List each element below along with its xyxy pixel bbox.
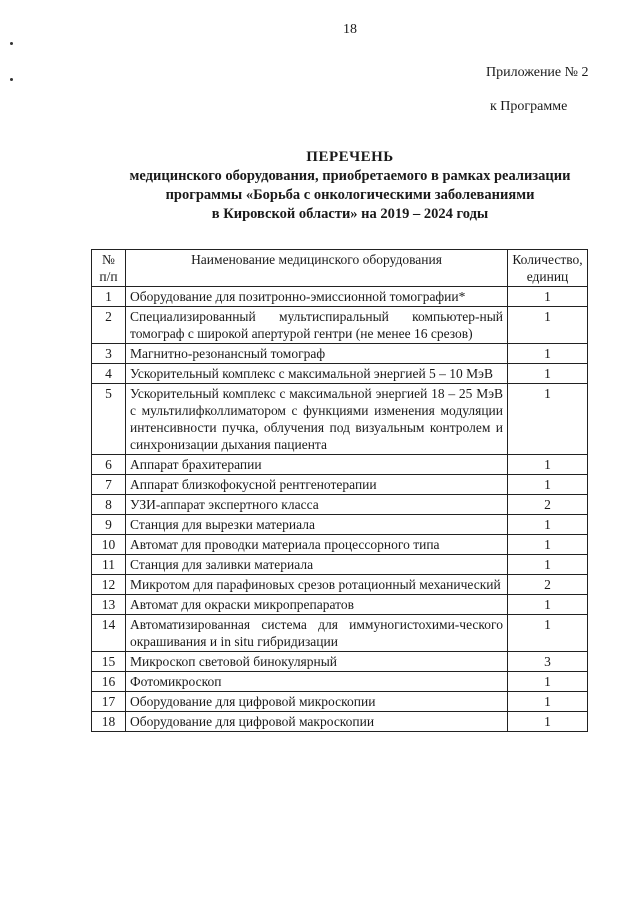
equipment-quantity: 2 <box>508 495 588 515</box>
equipment-name: Автомат для окраски микропрепаратов <box>126 595 508 615</box>
page-number: 18 <box>343 22 357 37</box>
title-line-1: медицинского оборудования, приобретаемого в рамках реализации <box>129 168 571 184</box>
table-row <box>92 384 588 455</box>
table-row <box>92 615 588 652</box>
row-number: 11 <box>92 555 126 575</box>
row-number: 2 <box>92 307 126 344</box>
table-row <box>92 364 588 384</box>
row-number: 14 <box>92 615 126 652</box>
equipment-name: Микроскоп световой бинокулярный <box>126 652 508 672</box>
row-number: 5 <box>92 384 126 455</box>
equipment-quantity: 1 <box>508 595 588 615</box>
row-number: 12 <box>92 575 126 595</box>
header-quantity: Количество, единиц <box>508 250 588 287</box>
row-number: 15 <box>92 652 126 672</box>
table-header-row <box>92 250 588 287</box>
row-number: 13 <box>92 595 126 615</box>
table-row <box>92 535 588 555</box>
appendix-note <box>486 56 589 124</box>
equipment-quantity: 1 <box>508 344 588 364</box>
equipment-name: Аппарат близкофокусной рентгенотерапии <box>126 475 508 495</box>
equipment-quantity: 1 <box>508 455 588 475</box>
row-number: 8 <box>92 495 126 515</box>
equipment-quantity: 1 <box>508 692 588 712</box>
table-row <box>92 475 588 495</box>
equipment-name: Оборудование для позитронно-эмиссионной томографии* <box>126 287 508 307</box>
row-number: 7 <box>92 475 126 495</box>
row-number: 18 <box>92 712 126 732</box>
equipment-quantity: 3 <box>508 652 588 672</box>
equipment-quantity: 1 <box>508 384 588 455</box>
equipment-name: Магнитно-резонансный томограф <box>126 344 508 364</box>
table-row <box>92 712 588 732</box>
equipment-name: Ускорительный комплекс с максимальной энергией 5 – 10 МэВ <box>126 364 508 384</box>
header-equipment-name: Наименование медицинского оборудования <box>126 250 508 287</box>
document-title <box>90 148 610 224</box>
title-line-3: в Кировской области» на 2019 – 2024 годы <box>211 206 489 222</box>
equipment-name: Станция для вырезки материала <box>126 515 508 535</box>
scan-mark <box>10 78 13 81</box>
table-row <box>92 595 588 615</box>
equipment-name: Ускорительный комплекс с максимальной энергией 18 – 25 МэВ с мультилифколлиматором с функциями изменения модуляции интенсивности пучка, облучения под визуальным контролем и синхронизации дыхания пациента <box>126 384 508 455</box>
equipment-name: Аппарат брахитерапии <box>126 455 508 475</box>
scan-mark <box>10 42 13 45</box>
equipment-name: УЗИ-аппарат экспертного класса <box>126 495 508 515</box>
equipment-name: Автоматизированная система для иммуногистохими-ческого окрашивания и in situ гибридизации <box>126 615 508 652</box>
equipment-quantity: 1 <box>508 364 588 384</box>
table-row <box>92 344 588 364</box>
appendix-line-2: к Программе <box>490 99 568 114</box>
equipment-name: Фотомикроскоп <box>126 672 508 692</box>
equipment-quantity: 1 <box>508 535 588 555</box>
table-row <box>92 555 588 575</box>
row-number: 3 <box>92 344 126 364</box>
table-row <box>92 515 588 535</box>
row-number: 1 <box>92 287 126 307</box>
equipment-quantity: 1 <box>508 287 588 307</box>
table-row <box>92 455 588 475</box>
equipment-quantity: 1 <box>508 712 588 732</box>
equipment-name: Станция для заливки материала <box>126 555 508 575</box>
title-heading: ПЕРЕЧЕНЬ <box>306 149 394 165</box>
row-number: 10 <box>92 535 126 555</box>
row-number: 6 <box>92 455 126 475</box>
equipment-name: Микротом для парафиновых срезов ротационный механический <box>126 575 508 595</box>
table-row <box>92 495 588 515</box>
equipment-quantity: 1 <box>508 475 588 495</box>
equipment-name: Оборудование для цифровой микроскопии <box>126 692 508 712</box>
table-row <box>92 575 588 595</box>
table-row <box>92 652 588 672</box>
row-number: 16 <box>92 672 126 692</box>
equipment-quantity: 1 <box>508 515 588 535</box>
row-number: 17 <box>92 692 126 712</box>
row-number: 4 <box>92 364 126 384</box>
equipment-quantity: 1 <box>508 672 588 692</box>
equipment-quantity: 1 <box>508 307 588 344</box>
table-row <box>92 307 588 344</box>
title-line-2: программы «Борьба с онкологическими заболеваниями <box>165 187 535 203</box>
equipment-name: Автомат для проводки материала процессорного типа <box>126 535 508 555</box>
row-number: 9 <box>92 515 126 535</box>
table-row <box>92 287 588 307</box>
table-row <box>92 672 588 692</box>
equipment-quantity: 1 <box>508 555 588 575</box>
appendix-line-1: Приложение № 2 <box>486 65 589 80</box>
equipment-quantity: 1 <box>508 615 588 652</box>
table-row <box>92 692 588 712</box>
equipment-table <box>91 249 588 732</box>
equipment-name: Оборудование для цифровой макроскопии <box>126 712 508 732</box>
header-number: № п/п <box>92 250 126 287</box>
equipment-name: Специализированный мультиспиральный компьютер-ный томограф с широкой апертурой гентри (не менее 16 срезов) <box>126 307 508 344</box>
equipment-quantity: 2 <box>508 575 588 595</box>
